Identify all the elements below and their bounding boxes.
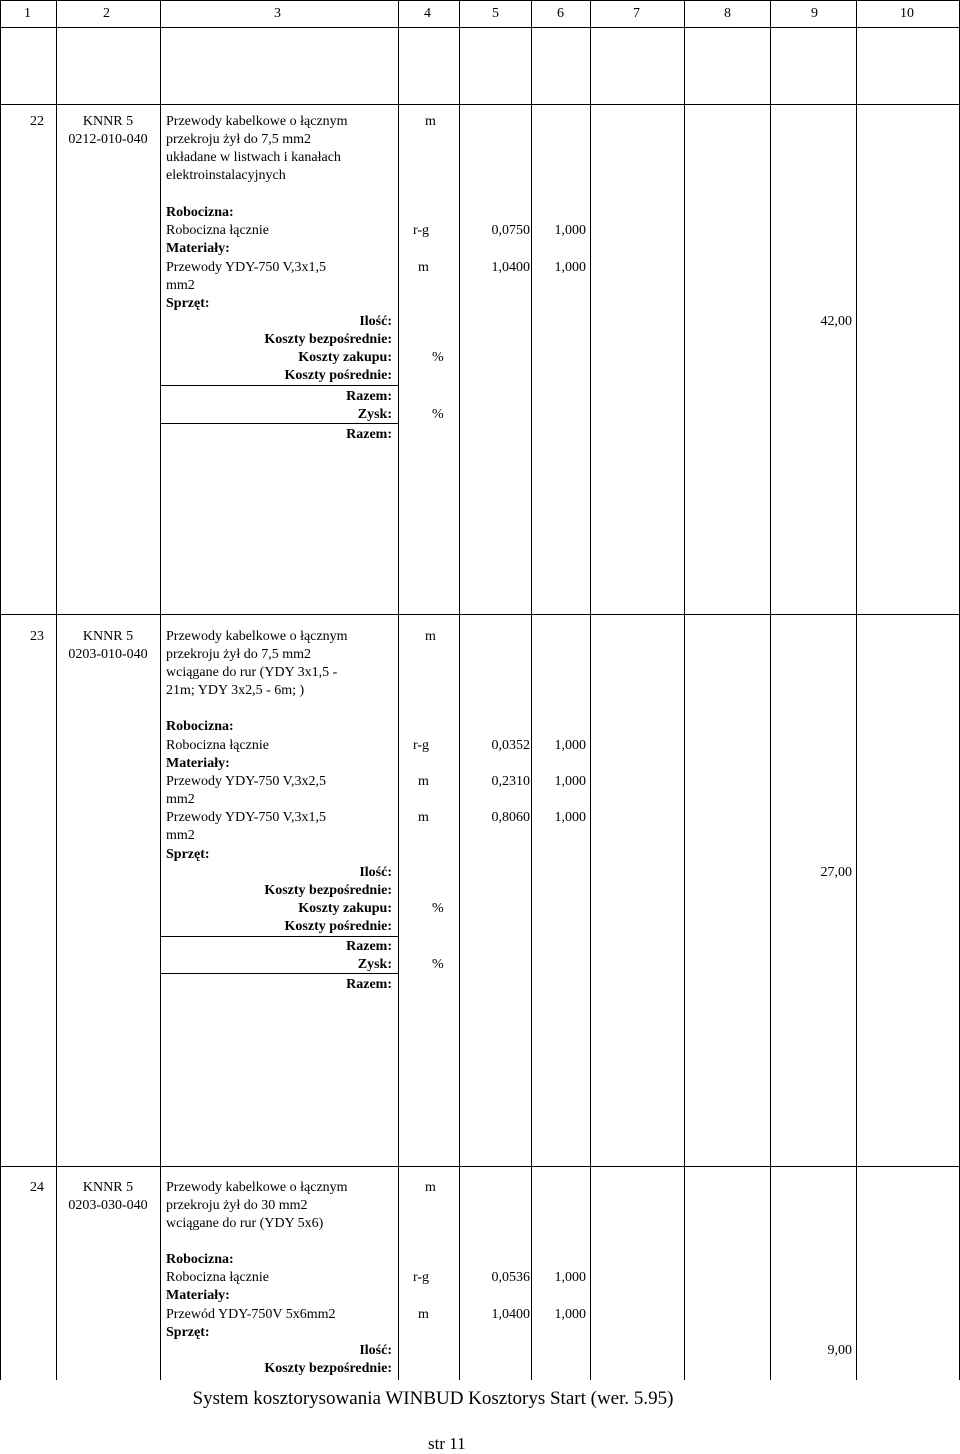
header-col-8: 8 <box>724 6 731 21</box>
label-razem-total: Razem: <box>346 977 392 992</box>
material-factor: 1,000 <box>554 260 586 275</box>
footer-text: System kosztorysowania WINBUD Kosztorys Start (wer. 5.95) <box>192 1388 674 1409</box>
item-unit: m <box>425 1180 436 1195</box>
labor-name: Robocizna łącznie <box>166 738 270 753</box>
footer-software <box>0 1388 960 1410</box>
item-description: elektroinstalacyjnych <box>166 168 286 183</box>
label-robocizna: Robocizna: <box>166 1252 234 1267</box>
material-name: Przewody YDY-750 V,3x2,5 <box>166 774 326 789</box>
material-norm: 0,8060 <box>491 810 530 825</box>
item-description: Przewody kabelkowe o łącznym <box>166 629 348 644</box>
material-factor: 1,000 <box>554 810 586 825</box>
row-divider <box>0 0 960 1</box>
col-divider <box>531 0 532 1380</box>
labor-unit: r-g <box>413 223 430 238</box>
item-description: wciągane do rur (YDY 3x1,5 - <box>166 665 338 680</box>
labor-norm: 0,0750 <box>491 223 530 238</box>
item-description: Przewody kabelkowe o łącznym <box>166 1180 348 1195</box>
percent-sign: % <box>432 350 444 365</box>
col-divider <box>590 0 591 1380</box>
col-divider <box>770 0 771 1380</box>
header-col-10: 10 <box>900 6 914 21</box>
label-zysk: Zysk: <box>357 957 392 972</box>
label-koszty-bezposrednie: Koszty bezpośrednie: <box>264 1361 392 1376</box>
item-basis: KNNR 5 <box>82 1180 134 1195</box>
material-unit: m <box>418 810 429 825</box>
label-ilosc: Ilość: <box>359 1343 392 1358</box>
label-sprzet: Sprzęt: <box>166 1325 210 1340</box>
label-koszty-zakupu: Koszty zakupu: <box>298 350 392 365</box>
labor-norm: 0,0352 <box>491 738 530 753</box>
item-lp: 23 <box>30 629 44 644</box>
label-razem-total: Razem: <box>346 427 392 442</box>
label-ilosc: Ilość: <box>359 314 392 329</box>
header-col-3: 3 <box>274 6 281 21</box>
row-divider <box>0 104 960 105</box>
labor-factor: 1,000 <box>554 1270 586 1285</box>
label-koszty-zakupu: Koszty zakupu: <box>298 901 392 916</box>
sum-underline <box>160 973 398 974</box>
material-name: mm2 <box>166 792 195 807</box>
col-divider <box>160 0 161 1380</box>
label-robocizna: Robocizna: <box>166 205 234 220</box>
label-sprzet: Sprzęt: <box>166 847 210 862</box>
material-norm: 1,0400 <box>491 260 530 275</box>
item-description: układane w listwach i kanałach <box>166 150 341 165</box>
sum-underline <box>160 423 398 424</box>
col-divider <box>856 0 857 1380</box>
material-norm: 1,0400 <box>491 1307 530 1322</box>
label-materialy: Materiały: <box>166 241 230 256</box>
col-divider <box>459 0 460 1380</box>
sum-underline <box>160 385 398 386</box>
item-description: przekroju żył do 30 mm2 <box>166 1198 308 1213</box>
item-basis: 0203-030-040 <box>68 1198 148 1213</box>
label-koszty-bezposrednie: Koszty bezpośrednie: <box>264 883 392 898</box>
labor-factor: 1,000 <box>554 738 586 753</box>
material-unit: m <box>418 1307 429 1322</box>
item-quantity: 9,00 <box>827 1343 852 1358</box>
material-name: Przewody YDY-750 V,3x1,5 <box>166 810 326 825</box>
item-description: 21m; YDY 3x2,5 - 6m; ) <box>166 683 305 698</box>
item-basis: KNNR 5 <box>82 114 134 129</box>
header-col-6: 6 <box>557 6 564 21</box>
labor-name: Robocizna łącznie <box>166 223 270 238</box>
item-quantity: 42,00 <box>820 314 852 329</box>
percent-sign: % <box>432 901 444 916</box>
item-lp: 22 <box>30 114 44 129</box>
material-unit: m <box>418 774 429 789</box>
labor-factor: 1,000 <box>554 223 586 238</box>
col-divider <box>0 0 1 1380</box>
item-lp: 24 <box>30 1180 44 1195</box>
labor-norm: 0,0536 <box>491 1270 530 1285</box>
material-name: Przewody YDY-750 V,3x1,5 <box>166 260 326 275</box>
label-koszty-posrednie: Koszty pośrednie: <box>284 368 392 383</box>
item-unit: m <box>425 629 436 644</box>
item-basis: KNNR 5 <box>82 629 134 644</box>
header-col-7: 7 <box>633 6 640 21</box>
item-description: wciągane do rur (YDY 5x6) <box>166 1216 324 1231</box>
row-divider <box>0 1166 960 1167</box>
row-divider <box>0 614 960 615</box>
label-materialy: Materiały: <box>166 1288 230 1303</box>
header-col-9: 9 <box>811 6 818 21</box>
item-basis: 0203-010-040 <box>68 647 148 662</box>
col-divider <box>684 0 685 1380</box>
material-factor: 1,000 <box>554 774 586 789</box>
item-quantity: 27,00 <box>820 865 852 880</box>
sum-underline <box>160 936 398 937</box>
labor-unit: r-g <box>413 1270 430 1285</box>
percent-sign: % <box>432 957 444 972</box>
material-name: mm2 <box>166 278 195 293</box>
col-divider <box>398 0 399 1380</box>
material-norm: 0,2310 <box>491 774 530 789</box>
material-factor: 1,000 <box>554 1307 586 1322</box>
label-razem: Razem: <box>346 939 392 954</box>
label-materialy: Materiały: <box>166 756 230 771</box>
label-sprzet: Sprzęt: <box>166 296 210 311</box>
col-divider <box>56 0 57 1380</box>
item-description: przekroju żył do 7,5 mm2 <box>166 647 312 662</box>
label-zysk: Zysk: <box>357 407 392 422</box>
material-name: Przewód YDY-750V 5x6mm2 <box>166 1307 336 1322</box>
label-koszty-posrednie: Koszty pośrednie: <box>284 919 392 934</box>
label-razem: Razem: <box>346 389 392 404</box>
labor-name: Robocizna łącznie <box>166 1270 270 1285</box>
item-basis: 0212-010-040 <box>68 132 148 147</box>
item-description: Przewody kabelkowe o łącznym <box>166 114 348 129</box>
header-col-1: 1 <box>24 6 31 21</box>
labor-unit: r-g <box>413 738 430 753</box>
label-robocizna: Robocizna: <box>166 719 234 734</box>
material-unit: m <box>418 260 429 275</box>
row-divider <box>0 27 960 28</box>
header-col-5: 5 <box>492 6 499 21</box>
label-koszty-bezposrednie: Koszty bezpośrednie: <box>264 332 392 347</box>
page-number: str 11 <box>428 1434 466 1453</box>
item-unit: m <box>425 114 436 129</box>
percent-sign: % <box>432 407 444 422</box>
header-col-2: 2 <box>103 6 110 21</box>
material-name: mm2 <box>166 828 195 843</box>
item-description: przekroju żył do 7,5 mm2 <box>166 132 312 147</box>
label-ilosc: Ilość: <box>359 865 392 880</box>
header-col-4: 4 <box>424 6 431 21</box>
